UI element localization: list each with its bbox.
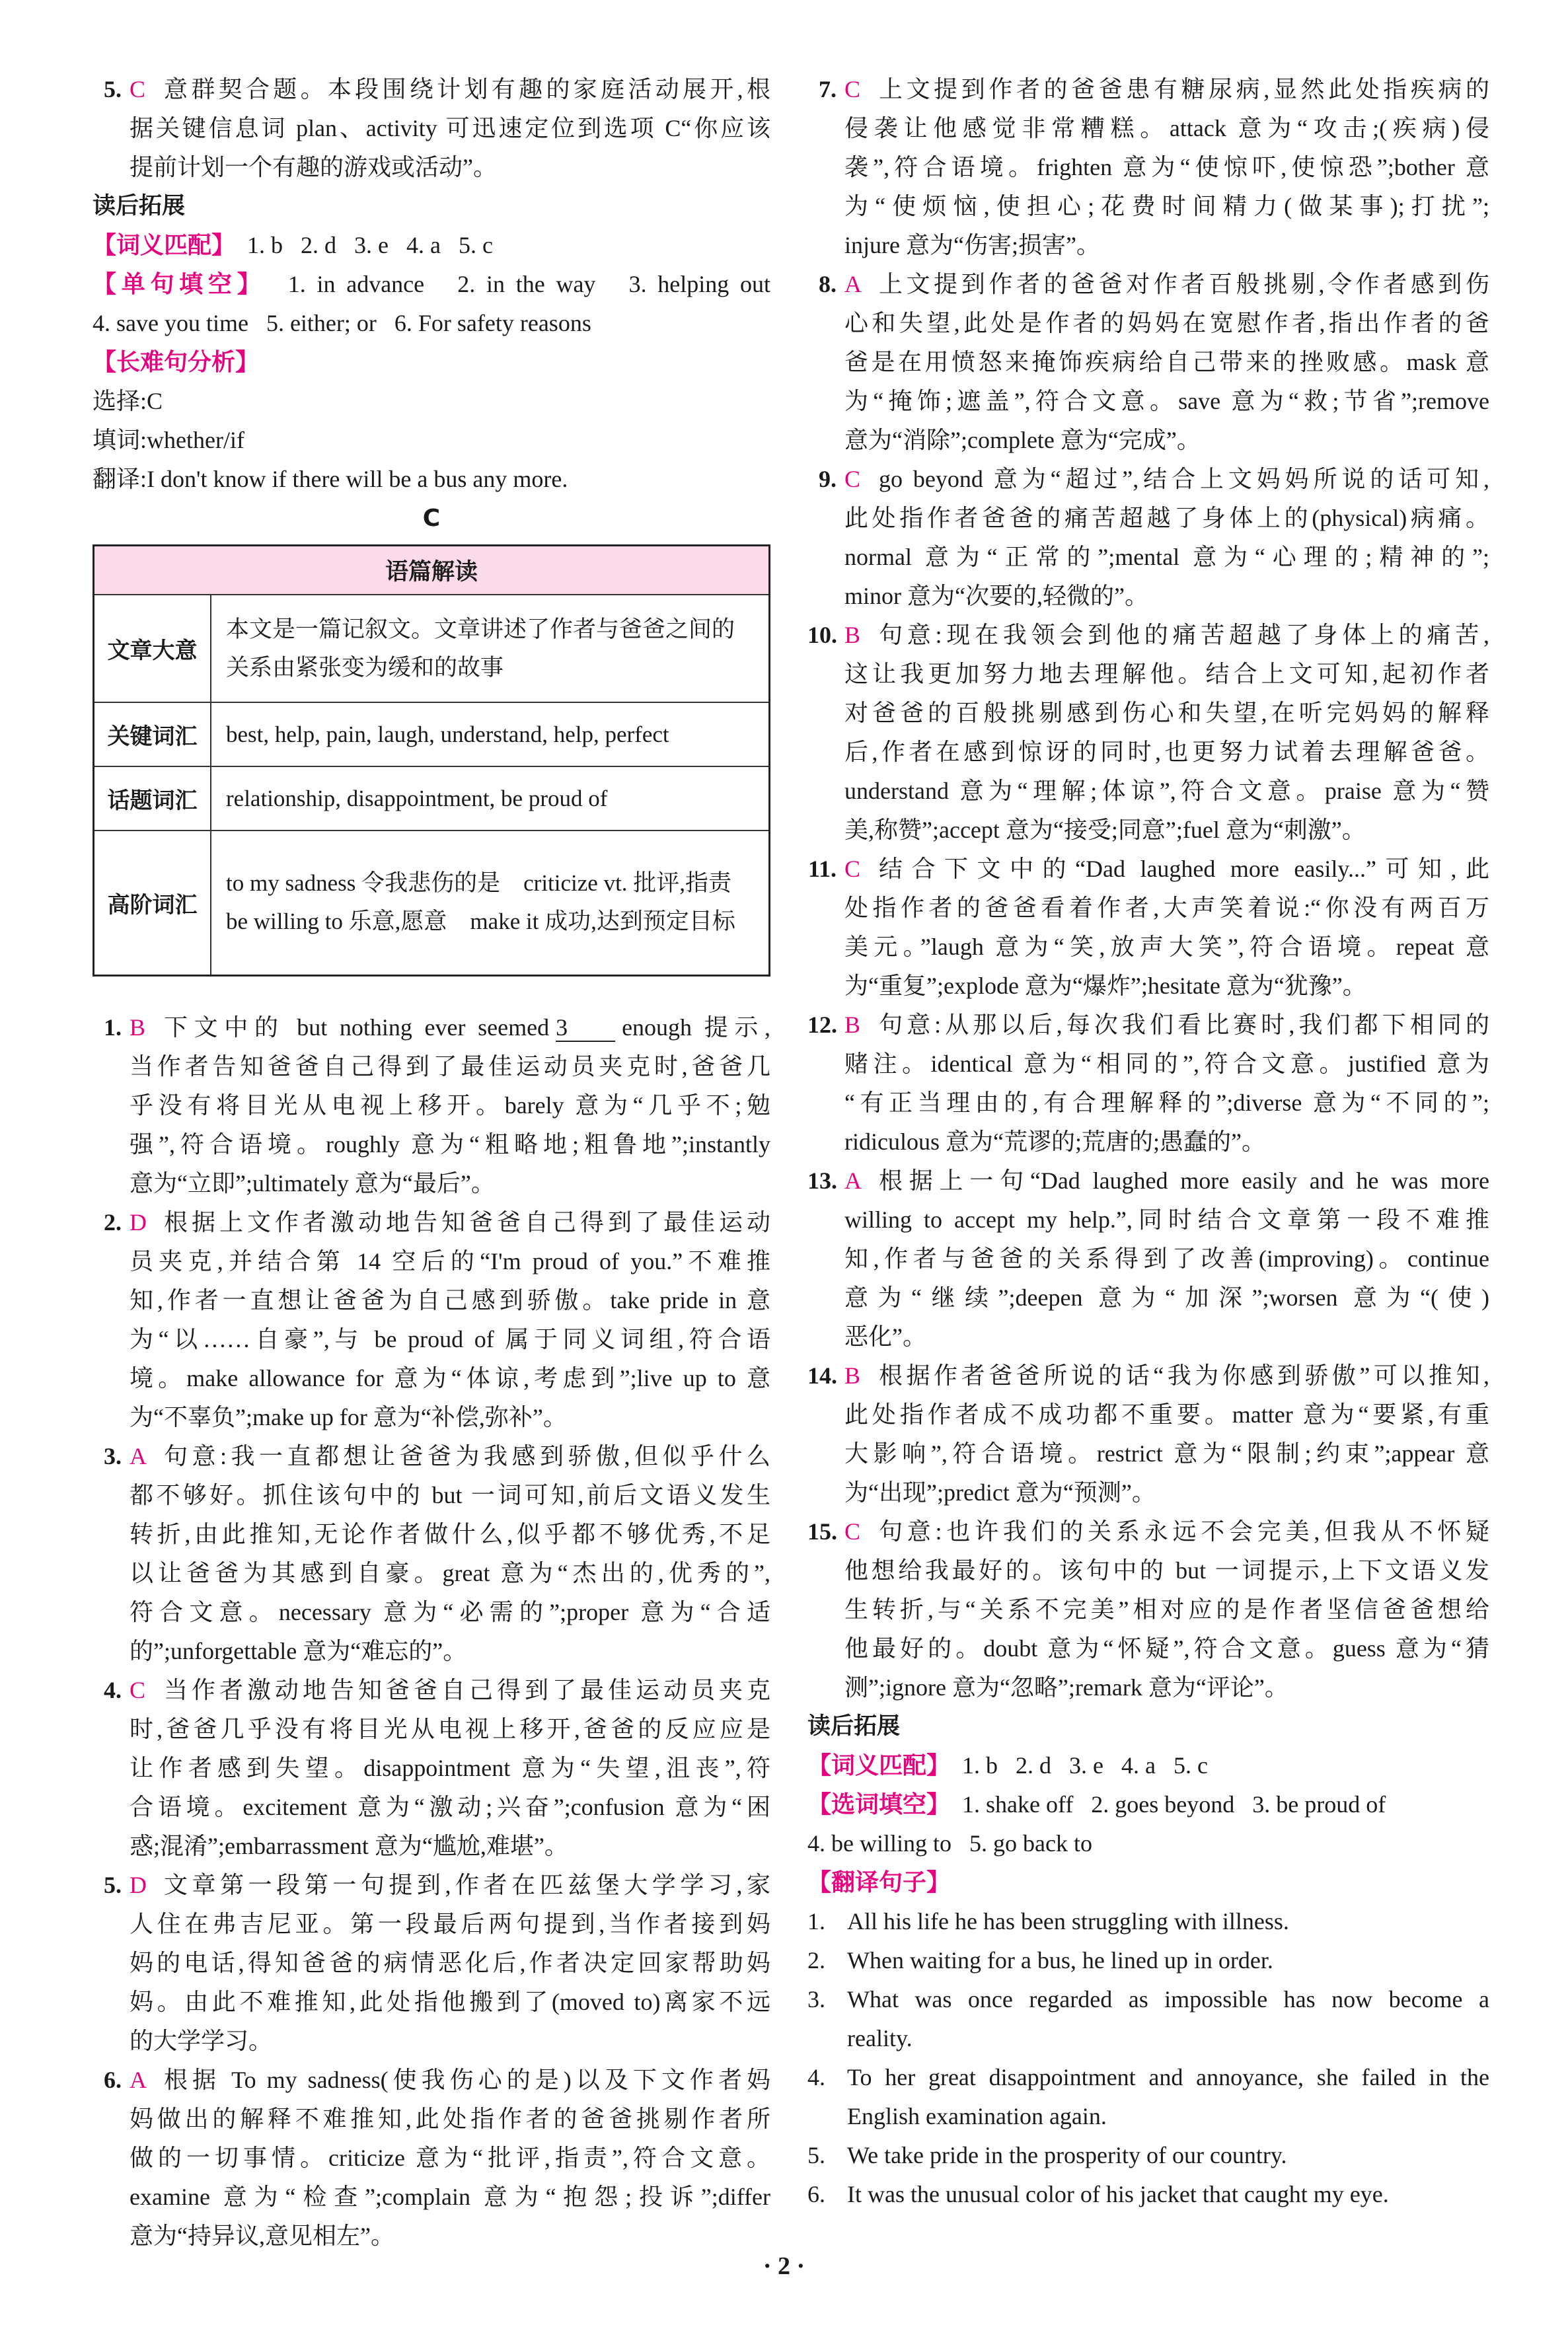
answer-line: [93, 1671, 770, 1710]
explanation-text: 为“重复”;explode 意为“爆炸”;hesitate 意为“犹豫”。: [844, 973, 1366, 999]
item-number: 10.: [807, 622, 837, 648]
answer-item: [93, 1866, 770, 2061]
sentence-line: 5. We take pride in the prosperity of our country.: [807, 2136, 1489, 2175]
answer-item: [93, 1437, 770, 1671]
explanation-text: 为“以……自豪”,与 be proud of 属于同义词组,符合语: [130, 1325, 770, 1352]
explanation-text: 当作者激动地告知爸爸自己得到了最佳运动员夹克: [164, 1676, 770, 1703]
answer-letter: B: [130, 1014, 146, 1041]
explanation-text: 他想给我最好的。该句中的 but 一词提示,上下文语义发: [844, 1557, 1489, 1584]
translation-sentence: [807, 2136, 1489, 2175]
sentence-line: 3. What was once regarded as impossible has now become a: [807, 1980, 1489, 2019]
item-number: 1.: [104, 1014, 122, 1041]
sentence-fill-label: 【单句填空】: [93, 271, 266, 298]
table-title: 语篇解读: [94, 546, 770, 595]
answer-letter: B: [844, 1012, 861, 1038]
explanation-text: 让作者感到失望。disappointment 意为“失望,沮丧”,符: [130, 1754, 770, 1781]
explanation-text: 知,作者与爸爸的关系得到了改善(improving)。continue: [844, 1245, 1489, 1272]
explanation-text: 妈做出的解释不难推知,此处指作者的爸爸挑剔作者所: [130, 2105, 770, 2132]
answer-letter: C: [844, 466, 861, 492]
sentence-line: English examination again.: [847, 2103, 1107, 2129]
explanation-text: 转折,由此推知,无论作者做什么,似乎都不够优秀,不足: [130, 1520, 770, 1547]
explanation-text: 为“不辜负”;make up for 意为“补偿,弥补”。: [130, 1403, 567, 1430]
item-number: 9.: [819, 466, 837, 492]
explanation-text: 句意:从那以后,每次我们看比赛时,我们都下相同的: [879, 1012, 1489, 1038]
sentence-number: 2.: [807, 1947, 825, 1974]
answer-letter: A: [844, 1167, 862, 1194]
answer-line: [807, 1162, 1489, 1200]
answer-list: [93, 1008, 770, 2256]
translation-sentence: [807, 1980, 1489, 2058]
explanation-text: 对爸爸的百般挑剔感到伤心和失望,在听完妈妈的解释: [844, 700, 1489, 726]
answer-letter: B: [844, 1362, 861, 1389]
row-label: 文章大意: [94, 595, 211, 702]
explanation-text: 惑;混淆”;embarrassment 意为“尴尬,难堪”。: [130, 1832, 568, 1859]
sentence-line: 4. To her great disappointment and annoyance, she failed in the: [807, 2058, 1489, 2097]
explanation-text: 符合文意。necessary 意为“必需的”;proper 意为“合适: [130, 1598, 770, 1625]
explanation-text: “有正当理由的,有合理解释的”;diverse 意为“不同的”;: [844, 1089, 1489, 1116]
sentence-line: reality.: [847, 2025, 913, 2051]
item-number: 14.: [807, 1362, 837, 1389]
item-number: 2.: [104, 1208, 122, 1236]
item-number: 15.: [807, 1518, 837, 1545]
answer-list: [807, 70, 1489, 1707]
explanation-text: 赌注。identical 意为“相同的”,符合文意。justified 意为: [844, 1051, 1489, 1077]
explanation-text: 都不够好。抓住该句中的 but 一词可知,前后文语义发生: [130, 1481, 770, 1508]
answer-line: [807, 265, 1489, 304]
item-number: 11.: [807, 856, 837, 882]
explanation-text: 为“使烦恼,使担心;花费时间精力(做某事);打扰”;: [844, 193, 1489, 219]
word-fill-answers-2: 4. be willing to 5. go back to: [807, 1830, 1092, 1857]
answer-letter: C: [844, 76, 861, 102]
answer-line: [807, 616, 1489, 655]
item-number: 5.: [104, 76, 122, 102]
translation-sentence: [807, 2058, 1489, 2136]
explanation-text: 侵袭让他感觉非常糟糕。attack 意为“攻击;(疾病)侵: [844, 115, 1489, 141]
section-title: C: [422, 505, 441, 532]
after-reading-heading: 读后拓展: [93, 193, 186, 219]
explanation-text: 上文提到作者的爸爸患有糖尿病,显然此处指疾病的: [879, 76, 1489, 102]
explanation-text: 此处指作者成不成功都不重要。matter 意为“要紧,有重: [844, 1401, 1489, 1428]
answer-item: [807, 265, 1489, 460]
sentence-number: 6.: [807, 2181, 825, 2207]
word-matching-answers: 1. b 2. d 3. e 4. a 5. c: [247, 232, 493, 258]
sentence-line: 6. It was the unusual color of his jacket that caught my eye.: [807, 2175, 1489, 2214]
answer-letter: C: [844, 856, 861, 882]
row-label: 话题词汇: [94, 766, 211, 830]
explanation-text: understand 意为“理解;体谅”,符合文意。praise 意为“赞: [844, 778, 1489, 804]
table-row: [94, 830, 770, 975]
word-matching-label: 【词义匹配】: [93, 232, 236, 259]
explanation-text: 为“出现”;predict 意为“预测”。: [844, 1479, 1156, 1506]
explanation-text: 员夹克,并结合第 14 空后的“I'm proud of you.”不难推: [130, 1247, 770, 1274]
explanation-text: 境。make allowance for 意为“体谅,考虑到”;live up to 意: [130, 1364, 770, 1391]
explanation-text: willing to accept my help.”,同时结合文章第一段不难推: [844, 1206, 1489, 1233]
table-row: [94, 595, 770, 702]
answer-item: [807, 616, 1489, 850]
answer-line: [807, 850, 1489, 889]
sentence-fill-row: [93, 265, 770, 304]
explanation-text: ridiculous 意为“荒谬的;荒唐的;愚蠢的”。: [844, 1128, 1265, 1155]
row-content: best, help, pain, laugh, understand, help, perfect: [211, 702, 770, 766]
explanation-text: 处指作者的爸爸看着作者,大声笑着说:“你没有两百万: [844, 895, 1489, 921]
answer-item: [807, 1356, 1489, 1512]
item-number: 13.: [807, 1167, 837, 1194]
word-matching-answers: 1. b 2. d 3. e 4. a 5. c: [962, 1752, 1208, 1779]
long-sentence-choice: 选择:C: [93, 388, 163, 414]
answer-item: [93, 1203, 770, 1437]
explanation-text: 根据上文作者激动地告知爸爸自己得到了最佳运动: [164, 1208, 770, 1236]
answer-line: [93, 2061, 770, 2100]
word-fill-answers-1: 1. shake off 2. goes beyond 3. be proud of: [962, 1791, 1386, 1818]
long-sentence-label: 【长难句分析】: [93, 349, 260, 376]
answer-item: [93, 70, 770, 187]
explanation-text: 句意:也许我们的关系永远不会完美,但我从不怀疑: [879, 1518, 1489, 1545]
sentence-number: 1.: [807, 1908, 825, 1935]
explanation-text: injure 意为“伤害;损害”。: [844, 232, 1100, 258]
explanation-text: 美元。”laugh 意为“笑,放声大笑”,符合语境。repeat 意: [844, 934, 1489, 960]
word-matching-label: 【词义匹配】: [807, 1752, 951, 1779]
answer-item: [93, 1008, 770, 1203]
answer-letter: C: [130, 76, 146, 102]
answer-line: [93, 1203, 770, 1242]
explanation-text: 后,作者在感到惊讶的同时,也更努力试着去理解爸爸。: [844, 739, 1489, 765]
answer-line: [93, 1437, 770, 1476]
item-number: 6.: [104, 2066, 122, 2093]
table-row: [94, 766, 770, 830]
answer-item: [807, 460, 1489, 616]
translation-list: [807, 1902, 1489, 2214]
explanation-text: 意为“持异议,意见相左”。: [130, 2222, 394, 2249]
explanation-text: 生转折,与“关系不完美”相对应的是作者坚信爸爸想给: [844, 1596, 1489, 1623]
sentence-number: 3.: [807, 1986, 825, 2012]
left-column: [93, 70, 770, 2256]
answer-letter: C: [844, 1518, 861, 1545]
explanation-text: 袭”,符合语境。frighten 意为“使惊吓,使惊恐”;bother 意: [844, 154, 1489, 180]
explanation-text: 根据作者爸爸所说的话“我为你感到骄傲”可以推知,: [879, 1362, 1489, 1389]
explanation-text: 意群契合题。本段围绕计划有趣的家庭活动展开,根: [164, 76, 770, 102]
item-number: 12.: [807, 1012, 837, 1038]
answer-line: [807, 460, 1489, 499]
answer-line: [93, 1866, 770, 1905]
explanation-text: 人住在弗吉尼亚。第一段最后两句提到,当作者接到妈: [130, 1910, 770, 1937]
explanation-text: 大影响”,符合语境。restrict 意为“限制;约束”;appear 意: [844, 1440, 1489, 1467]
explanation-text: 的大学学习。: [130, 2027, 273, 2054]
explanation-text: 妈。由此不难推知,此处指他搬到了(moved to)离家不远: [130, 1988, 770, 2015]
explanation-text: 妈的电话,得知爸爸的病情恶化后,作者决定回家帮助妈: [130, 1949, 770, 1976]
answer-letter: D: [130, 1871, 147, 1898]
explanation-text: 结合下文中的“Dad laughed more easily...”可知,此: [879, 856, 1489, 882]
word-matching-row: [93, 226, 770, 265]
page-number: · 2 ·: [763, 2252, 805, 2280]
explanation-text: examine 意为“检查”;complain 意为“抱怨;投诉”;differ: [130, 2183, 770, 2210]
explanation-text: 测”;ignore 意为“忽略”;remark 意为“评论”。: [844, 1674, 1288, 1701]
answer-item: [807, 1162, 1489, 1356]
answer-letter: A: [130, 2066, 147, 2093]
explanation-text: 根据上一句“Dad laughed more easily and he was more: [879, 1167, 1489, 1194]
item-number: 8.: [819, 271, 837, 297]
sentence-number: 4.: [807, 2064, 825, 2090]
word-matching-row: [807, 1746, 1489, 1785]
sentence-line: 1. All his life he has been struggling with illness.: [807, 1902, 1489, 1941]
explanation-text: 这让我更加努力地去理解他。结合上文可知,起初作者: [844, 661, 1489, 687]
long-sentence-fill: 填词:whether/if: [93, 427, 244, 453]
blank-number: 3: [556, 1014, 615, 1042]
answer-item: [93, 70, 770, 187]
passage-analysis-table: [93, 544, 770, 977]
explanation-text: 当作者告知爸爸自己得到了最佳运动员夹克时,爸爸几: [130, 1052, 770, 1080]
explanation-text: 他最好的。doubt 意为“怀疑”,符合文意。guess 意为“猜: [844, 1635, 1489, 1662]
translate-label: 【翻译句子】: [807, 1869, 951, 1896]
word-fill-label: 【选词填空】: [807, 1791, 951, 1818]
explanation-text: 爸是在用愤怒来掩饰疾病给自己带来的挫败感。mask 意: [844, 349, 1489, 375]
item-number: 3.: [104, 1442, 122, 1469]
answer-item: [93, 2061, 770, 2256]
explanation-text: 意为“继续”;deepen 意为“加深”;worsen 意为“(使): [844, 1284, 1489, 1311]
explanation-text: 时,爸爸几乎没有将目光从电视上移开,爸爸的反应应是: [130, 1715, 770, 1742]
item-number: 5.: [104, 1871, 122, 1898]
answer-letter: A: [844, 271, 862, 297]
answer-item: [807, 1512, 1489, 1707]
explanation-text: 乎没有将目光从电视上移开。barely 意为“几乎不;勉: [130, 1091, 770, 1119]
explanation-text: 意为“消除”;complete 意为“完成”。: [844, 427, 1201, 453]
answer-letter: C: [130, 1676, 146, 1703]
explanation-text: 美,称赞”;accept 意为“接受;同意”;fuel 意为“刺激”。: [844, 817, 1366, 843]
sentence-number: 5.: [807, 2142, 825, 2168]
row-content: to my sadness 令我悲伤的是 criticize vt. 批评,指责 be willing to 乐意,愿意 make it 成功,达到预定目标: [211, 830, 770, 975]
answer-item: [807, 1006, 1489, 1162]
sentence-fill-answers-2: 4. save you time 5. either; or 6. For safety reasons: [93, 310, 591, 336]
answer-item: [807, 70, 1489, 265]
row-content: relationship, disappointment, be proud of: [211, 766, 770, 830]
explanation-text: 强”,符合语境。roughly 意为“粗略地;粗鲁地”;instantly: [130, 1130, 770, 1158]
explanation-text: 意为“立即”;ultimately 意为“最后”。: [130, 1169, 495, 1197]
answer-line: [807, 1006, 1489, 1045]
explanation-text: 提前计划一个有趣的游戏或活动”。: [130, 154, 497, 180]
answer-letter: A: [130, 1442, 147, 1469]
answer-item: [93, 1671, 770, 1866]
explanation-text: 上文提到作者的爸爸对作者百般挑剔,令作者感到伤: [879, 271, 1489, 297]
item-number: 7.: [819, 76, 837, 102]
after-reading-heading: 读后拓展: [807, 1713, 901, 1740]
explanation-text: 合语境。excitement 意为“激动;兴奋”;confusion 意为“困: [130, 1793, 770, 1820]
explanation-text: 恶化”。: [844, 1323, 926, 1350]
explanation-text: 根据 To my sadness(使我伤心的是)以及下文作者妈: [164, 2066, 770, 2093]
table-row: [94, 702, 770, 766]
explanation-text: 句意:我一直都想让爸爸为我感到骄傲,但似乎什么: [164, 1442, 770, 1469]
explanation-text: 做的一切事情。criticize 意为“批评,指责”,符合文意。: [130, 2144, 770, 2171]
answer-line: [93, 1008, 770, 1047]
explanation-text: 为“掩饰;遮盖”,符合文意。save 意为“救;节省”;remove: [844, 388, 1489, 414]
answer-letter: B: [844, 622, 861, 648]
right-column: [807, 70, 1489, 2214]
sentence-fill-answers-1: 1. in advance 2. in the way 3. helping out: [287, 271, 770, 297]
word-fill-row: [807, 1785, 1489, 1824]
row-label: 关键词汇: [94, 702, 211, 766]
translation-sentence: [807, 1902, 1489, 1941]
explanation-text: 此处指作者爸爸的痛苦超越了身体上的(physical)病痛。: [844, 505, 1489, 531]
explanation-text: 知,作者一直想让爸爸为自己感到骄傲。take pride in 意: [130, 1286, 770, 1313]
answer-line: [807, 1512, 1489, 1551]
row-content: 本文是一篇记叙文。文章讲述了作者与爸爸之间的关系由紧张变为缓和的故事: [211, 595, 770, 702]
answer-letter: D: [130, 1208, 147, 1236]
translation-sentence: [807, 2175, 1489, 2214]
explanation-text: minor 意为“次要的,轻微的”。: [844, 583, 1148, 609]
explanation-text: 据关键信息词 plan、activity 可迅速定位到选项 C“你应该: [130, 115, 770, 141]
explanation-text: 以让爸爸为其感到自豪。great 意为“杰出的,优秀的”,: [130, 1559, 770, 1586]
answer-line: [93, 70, 770, 109]
item-number: 4.: [104, 1676, 122, 1703]
explanation-text: 文章第一段第一句提到,作者在匹兹堡大学学习,家: [164, 1871, 770, 1898]
answer-line: [807, 1356, 1489, 1395]
explanation-text: go beyond 意为“超过”,结合上文妈妈所说的话可知,: [879, 466, 1489, 492]
answer-item: [807, 850, 1489, 1006]
explanation-text: 心和失望,此处是作者的妈妈在宽慰作者,指出作者的爸: [844, 310, 1489, 336]
explanation-text: 句意:现在我领会到他的痛苦超越了身体上的痛苦,: [879, 622, 1489, 648]
explanation-text: 的”;unforgettable 意为“难忘的”。: [130, 1637, 467, 1664]
row-label: 高阶词汇: [94, 830, 211, 975]
explanation-text: normal 意为“正常的”;mental 意为“心理的;精神的”;: [844, 544, 1489, 570]
translation-sentence: [807, 1941, 1489, 1980]
sentence-line: 2. When waiting for a bus, he lined up in order.: [807, 1941, 1489, 1980]
long-sentence-translation: 翻译:I don't know if there will be a bus any more.: [93, 466, 568, 492]
answer-line: [807, 70, 1489, 109]
explanation-text: 下文中的 but nothing ever seemed 3 enough 提示,: [164, 1014, 770, 1041]
